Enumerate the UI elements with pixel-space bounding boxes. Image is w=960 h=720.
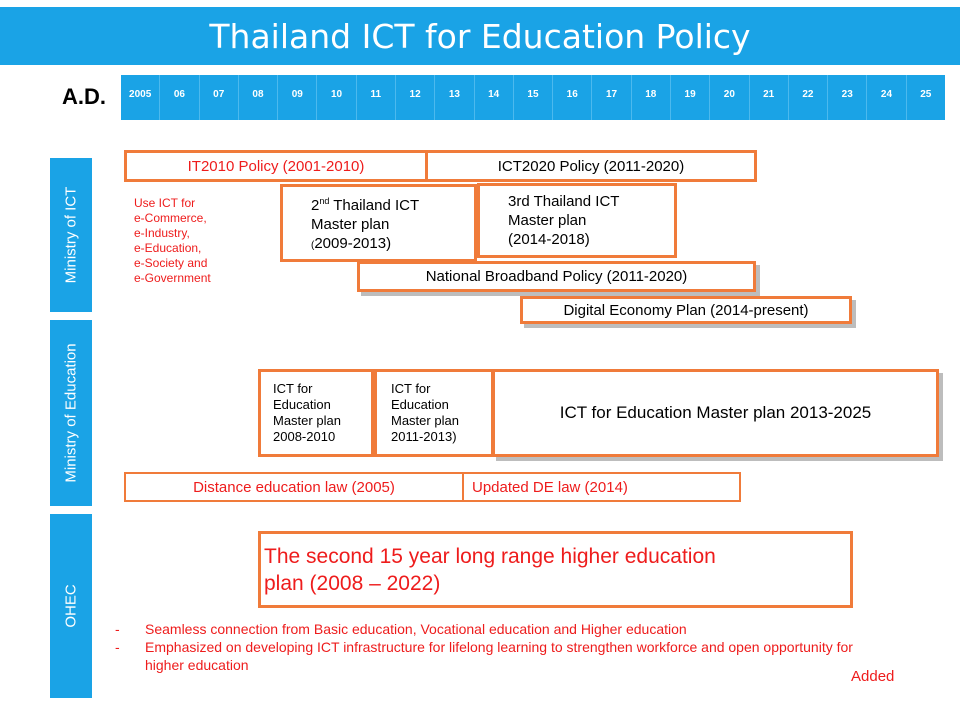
de-law-2005-box: [124, 472, 464, 502]
master-plan-2nd-paren: (: [311, 239, 315, 251]
use-ict-line: e-Commerce,: [134, 211, 207, 225]
de-law-2014-box: [462, 472, 741, 502]
year-cell: 22: [789, 75, 828, 120]
year-cell: 21: [750, 75, 789, 120]
year-cell: 19: [671, 75, 710, 120]
year-cell: 16: [553, 75, 592, 120]
it2010-policy-box: [124, 150, 428, 182]
year-cell: 09: [278, 75, 317, 120]
edu-plan-2011-box: [374, 369, 494, 457]
year-cell: 25: [920, 89, 932, 100]
bullet-marker: -: [115, 621, 120, 637]
broadband-policy-label: National Broadband Policy (2011-2020): [425, 268, 688, 285]
edu-plan-2008-line: ICT for: [273, 381, 313, 396]
year-timeline: [121, 75, 945, 120]
year-cell: 06: [160, 75, 199, 120]
master-plan-2nd-line3: 2009-2013): [314, 234, 392, 252]
edu-plan-2008-line: Master plan: [273, 413, 341, 428]
bullet-text: Emphasized on developing ICT infrastructure for lifelong learning to strengthen workforce and open opportunity for higher education: [145, 639, 853, 673]
use-ict-line: e-Education,: [134, 241, 202, 255]
side-label-ohec-text: OHEC: [62, 584, 80, 628]
use-ict-line: e-Government: [134, 271, 211, 285]
year-cell: 12: [396, 75, 435, 120]
it2010-policy-label: IT2010 Policy (2001-2010): [187, 157, 365, 175]
side-label-ict: [50, 158, 92, 312]
de-law-2005-label: Distance education law (2005): [193, 478, 395, 496]
edu-plan-2011-line: ICT for: [391, 381, 431, 396]
use-ict-line: e-Society and: [134, 256, 208, 270]
edu-plan-2008-line: 2008-2010: [273, 429, 336, 444]
page-title: Thailand ICT for Education Policy: [209, 16, 751, 56]
use-ict-line: Use ICT for: [134, 196, 196, 210]
master-plan-3rd-line: (2014-2018): [508, 231, 590, 248]
master-plan-2nd-line2: Master plan: [311, 215, 390, 233]
higher-education-plan-line1: The second 15 year long range higher education: [264, 544, 716, 568]
year-cell: 08: [239, 75, 278, 120]
bullet-marker: -: [115, 639, 120, 655]
ohec-bullet-list: [115, 620, 895, 674]
use-ict-list: [134, 196, 211, 286]
year-cell: 10: [317, 75, 356, 120]
title-bar: [0, 7, 960, 65]
year-cell: 14: [475, 75, 514, 120]
timeline-label: A.D.: [62, 84, 106, 109]
year-cell: 23: [828, 75, 867, 120]
year-cell: 2005: [121, 75, 160, 120]
year-cell: 13: [435, 75, 474, 120]
year-cell: 24: [867, 75, 906, 120]
higher-education-plan-line2: plan (2008 – 2022): [264, 571, 441, 595]
master-plan-3rd-line: 3rd Thailand ICT: [508, 193, 620, 210]
edu-plan-2008-line: Education: [273, 397, 331, 412]
master-plan-3rd-line: Master plan: [508, 212, 587, 229]
year-cell: 07: [200, 75, 239, 120]
ict2020-policy-box: [425, 150, 757, 182]
side-label-education-text: Ministry of Education: [62, 343, 80, 483]
side-label-education: [50, 320, 92, 506]
ict2020-policy-label: ICT2020 Policy (2011-2020): [497, 157, 685, 175]
master-plan-2nd-box: [280, 184, 477, 262]
year-cell: 20: [710, 75, 749, 120]
side-label-ict-text: Ministry of ICT: [62, 186, 80, 284]
year-cell: 18: [632, 75, 671, 120]
edu-plan-2011-line: Education: [391, 397, 449, 412]
year-cell: 11: [357, 75, 396, 120]
side-label-ohec: [50, 514, 92, 698]
bullet-text: Seamless connection from Basic education, Vocational education and Higher education: [145, 621, 687, 637]
edu-plan-2013-label: ICT for Education Master plan 2013-2025: [559, 403, 872, 422]
added-note: Added: [851, 668, 895, 685]
digital-economy-box: [520, 296, 852, 324]
edu-plan-2011-line: Master plan: [391, 413, 459, 428]
de-law-2014-label: Updated DE law (2014): [472, 478, 628, 496]
list-item: [115, 638, 895, 674]
year-cell: 15: [514, 75, 553, 120]
edu-plan-2013-box: [492, 369, 939, 457]
higher-education-plan-box: [258, 531, 853, 608]
year-cell: 17: [592, 75, 631, 120]
master-plan-2nd-num: 2: [311, 196, 320, 214]
list-item: [115, 620, 895, 638]
master-plan-3rd-box: [477, 183, 677, 258]
edu-plan-2008-box: [258, 369, 374, 457]
broadband-policy-box: [357, 261, 756, 292]
edu-plan-2011-line: 2011-2013): [391, 429, 457, 444]
master-plan-2nd-sup: nd: [319, 195, 330, 206]
digital-economy-label: Digital Economy Plan (2014-present): [563, 301, 809, 319]
master-plan-2nd-line1: Thailand ICT: [329, 196, 420, 214]
use-ict-line: e-Industry,: [134, 226, 190, 240]
